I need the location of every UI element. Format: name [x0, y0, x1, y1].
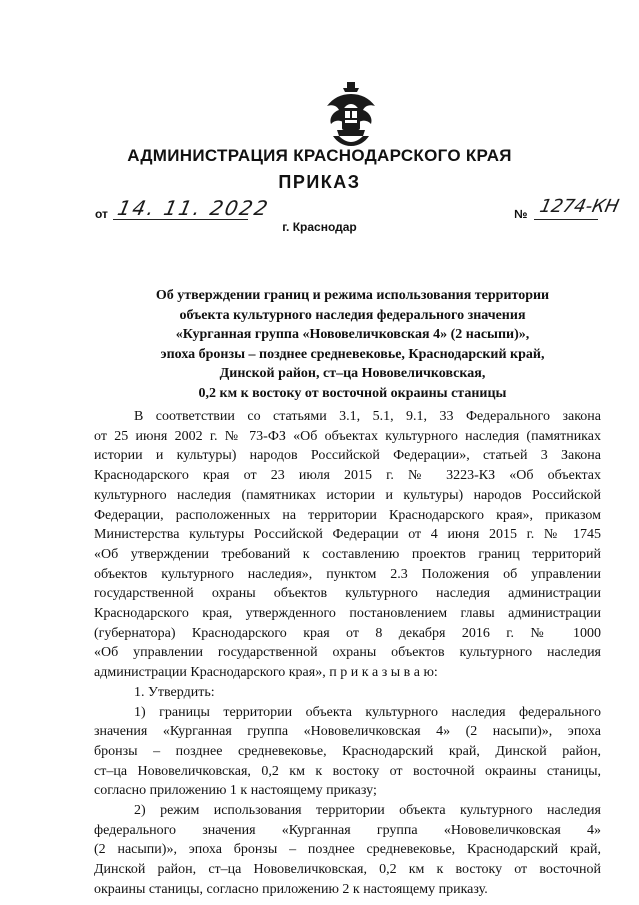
body-line: значения «Курганная группа «Нововеличковская 4» (2 насыпи)», эпоха: [94, 724, 601, 740]
body-line: объектов культурного наследия», пунктом 2.3 Положения об управлении: [94, 566, 601, 582]
title-line: Об утверждении границ и режима использования территории: [155, 288, 550, 303]
order-body: [94, 407, 601, 900]
handwritten-date: 14. 11. 2022: [115, 196, 272, 220]
handwritten-number: 1274-КН: [537, 196, 621, 217]
organization-title: АДМИНИСТРАЦИЯ КРАСНОДАРСКОГО КРАЯ: [127, 146, 512, 165]
body-line: бронзы – позднее средневековье, Краснодарский край, Динской район,: [94, 743, 601, 759]
title-line: объекта культурного наследия федерального значения: [179, 307, 526, 323]
body-line: 1. Утвердить:: [134, 684, 215, 700]
body-line: государственной охраны объектов культурного наследия администрации: [94, 586, 601, 602]
body-line: (2 насыпи)», эпоха бронзы – позднее средневековье, Краснодарский край,: [94, 842, 601, 858]
title-line: Динской район, ст–ца Нововеличковская,: [219, 366, 486, 381]
city-name: г. Краснодар: [282, 220, 357, 234]
body-line: ст–ца Нововеличковская, 0,2 км к востоку от восточной окраины станицы,: [94, 763, 601, 779]
body-line: «Об утверждении требований к составлению проектов границ территорий: [94, 546, 601, 562]
order-title: [110, 286, 595, 403]
body-line: Министерства культуры Российской Федерации от 4 июня 2015 г. № 1745: [94, 527, 601, 543]
body-line: Краснодарского края, утвержденного постановлением главы администрации: [94, 606, 601, 622]
title-line: 0,2 км к востоку от восточной окраины станицы: [198, 385, 507, 401]
date-label: от: [95, 207, 108, 221]
body-line: администрации Краснодарского края», п р и к а з ы в а ю:: [94, 665, 438, 681]
body-line: федерального значения «Курганная группа «Нововеличковская 4»: [94, 822, 601, 838]
coat-of-arms-emblem: [323, 80, 379, 148]
body-line: Динской район, ст–ца Нововеличковская, 0,2 км к востоку от восточной: [94, 862, 601, 878]
document-type-title: ПРИКАЗ: [278, 172, 361, 192]
body-line: Краснодарского края от 23 июля 2015 г. № 3223-КЗ «Об объектах: [94, 468, 601, 484]
body-line: от 25 июня 2002 г. № 73-ФЗ «Об объектах культурного наследия (памятниках: [94, 428, 601, 444]
body-line: «Об управлении государственной охраны объектов культурного наследия: [94, 645, 601, 661]
number-label: №: [514, 207, 528, 221]
title-line: «Курганная группа «Нововеличковская 4» (2 насыпи)»,: [175, 327, 530, 342]
body-line: 2) режим использования территории объекта культурного наследия: [134, 803, 601, 819]
body-line: В соответствии со статьями 3.1, 5.1, 9.1, 33 Федерального закона: [134, 409, 601, 424]
body-line: окраины станицы, согласно приложению 2 к настоящему приказу.: [94, 881, 488, 897]
body-line: истории и культуры) народов Российской Федерации», статьей 3 Закона: [94, 448, 601, 464]
body-line: согласно приложению 1 к настоящему приказу;: [94, 783, 377, 799]
body-line: культурного наследия (памятниках истории и культуры) народов Российской: [94, 487, 601, 503]
body-line: (губернатора) Краснодарского края от 8 декабря 2016 г. № 1000: [94, 625, 601, 641]
body-line: Федерации, расположенных на территории Краснодарского края», приказом: [94, 507, 601, 523]
title-line: эпоха бронзы – позднее средневековье, Краснодарский край,: [160, 346, 545, 362]
body-line: 1) границы территории объекта культурного наследия федерального: [134, 704, 601, 720]
